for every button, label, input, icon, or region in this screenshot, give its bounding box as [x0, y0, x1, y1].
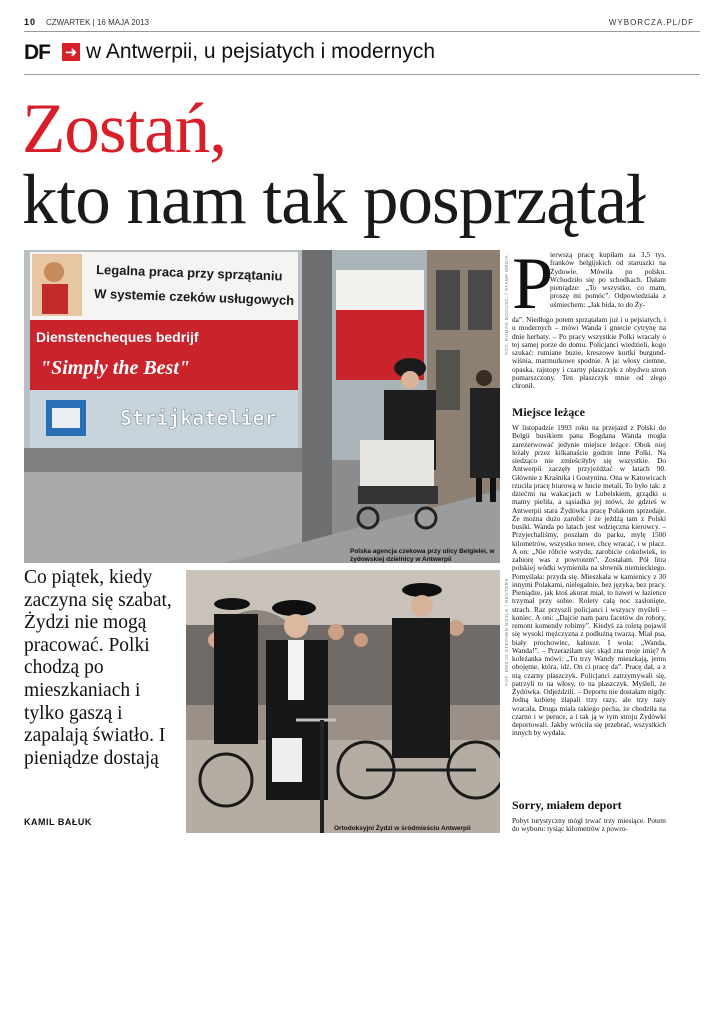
- headline-line-1: Zostań,: [22, 90, 226, 168]
- sign-text-1: Legalna praca przy sprzątaniu: [95, 262, 283, 284]
- drop-cap: P: [512, 243, 554, 325]
- byline: KAMIL BAŁUK: [24, 817, 92, 827]
- photo-credit-1: FOT. ROMAN BOGUSZ. / STAMP MEDIA: [504, 255, 509, 355]
- photo-storefront: [24, 250, 500, 563]
- section-rule: [24, 74, 700, 75]
- article-paragraph-1-top: ierwszą pracę kupiłam za 3,5 tys. franków belgijskich od staruszki na Żydowie. Mówiła po polsku. Wchodziło się po schodkach. Dałam pieniądze: „To wszystko, co mam, proszę mi pomóc”. Odpowiedziała z uśmiechem: „Jak bida, to do Ży-: [550, 250, 666, 309]
- sign-text-3: Dienstencheques bedrijf: [36, 329, 199, 345]
- section-title: w Antwerpii, u pejsiatych i modernych: [86, 40, 435, 63]
- dateline: CZWARTEK | 16 MAJA 2013: [46, 18, 150, 27]
- site-url[interactable]: WYBORCZA.PL/DF: [608, 18, 694, 27]
- subheading-1: Miejsce leżące: [512, 405, 585, 419]
- photo-credit-2: FOT. EMILIO STEPHEN BOYLE / REUTERS: [504, 578, 509, 686]
- sign-text-5: Strijkatelier: [120, 406, 277, 430]
- subheading-2: Sorry, miałem deport: [512, 798, 622, 812]
- page-number: 10: [24, 17, 37, 27]
- top-rule: [24, 31, 700, 32]
- headline-line-2: kto nam tak posprzątał: [22, 161, 645, 239]
- article-paragraph-3: Pobyt turystyczny mógł trwać trzy miesiące. Potem do wyboru: tysiąc kilometrów z powro-: [512, 816, 666, 834]
- sign-text-4: "Simply the Best": [40, 357, 190, 379]
- sign-text-2: W systemie czeków usługowych: [93, 286, 295, 308]
- article-paragraph-1: da”. Niedługo potem sprzątałam już i u pejsiatych, i u modernych – mówi Wanda i gniecie cytrynę na dnie herbaty. – Po pracy wszystkie Polki wracały o tej samej porze do domu. Policjanci wiedzieli, kogo szukać: rumiane buzie, kreszowe kurtki burgund-wiśnia, marmurkowe spodnie. A ja: włosy ciemne, opaska, rajstopy i czarny płaszczyk z obydwu stron pomarszczony. Ten płaszczyk mnie od złego chronił.: [512, 315, 666, 390]
- photo-cyclists: [186, 570, 500, 833]
- photo-caption-1: Polska agencja czekowa przy ulicy Belgielei, w żydowskiej dzielnicy w Antwerpii: [350, 548, 495, 563]
- df-logo: DF: [24, 41, 50, 64]
- df-arrow-icon: ➜: [62, 43, 80, 61]
- article-paragraph-2: W listopadzie 1993 roku na przejazd z Polski do Belgii busikiem pana Bogdana Wanda mogła zarezerwować jedynie miejsce leżące. Obok niej leżały przez kilkanaście godzin inne Polki. Na siedząco nie zmieściłyby się wszystkie. Do Antwerpii zaczęły przyjeżdżać w latach 90. Głównie z Kraśnika i Gostynina. Ona w Katowicach rzuciła pracę biurową w hucie metali. To było tak: z dziećmi na wakacjach w Lubelskiem, grządki u mamy pieliła, a sąsiadka jej mówi, że gdzieś w Antwerpii stara Żydówka pracę Polakom sprzedaje. Że można dużo zarobić i że jeżdżą tam z Polski busiki. Wanda po latach jest wdzięczna kierowcy. – Przyjechaliśmy, poszłam do parku, mylę 1500 kilometrów, wszystko nowe, chcę wracać, i w płacz. A on: „Nie róbcie wstydu, zarobicie cokolwiek, to zabiorę was z powrotem”. Zostałam. Pół litra polskiej wódki wymieniła na słownik niemieckiego. Pomyślała: przyda się. Mieszkała w kamienicy z 30 innymi Polakami, nielegalnie, bez języka, bez pracy. Pieniądze, jak ktoś akurat miał, to nawet w łazience trzymał przy sobie. Rolety całą noc zasłonięte, strach. Raz przyszli policjanci i wszyscy myśleli – koniec. A oni: „Dajcie nam paru facetów do roboty, remont komendy robimy”. Kiedyś za roletą pojawił się wysoki mężczyzna z podłużną twarzą. Miał psa, biały prochowiec, kalosze. I woła: „Wanda, Wanda!”. – Przeraziłam się: skąd zna moje imię? A koleżanka mówi: „Tu trzy Wandy mieszkają, jemu obojętne, która, idź. On ci pracę da”. Pracę dał, a z nią czarny płaszczyk. Policjanci zatrzymywali się, patrzyli to na włosy, to na płaszczyk. Myśleli, że Żydówka. Odjeździli. – Deportu nie dostałam nigdy. Jedną kobietę złapali trzy razy, ale trzy razy wracała. Druga miała takiego pecha, że chodziła na czarno i w peruce, a i tak ją w tym stroju Żydówki deportowali. Jakby wróciła się przebrać, wszystkich innych by wydała.: [512, 423, 666, 738]
- photo-caption-2: Ortodoksyjni Żydzi w śródmieściu Antwerpii: [334, 825, 471, 832]
- pull-quote: Co piątek, kiedy zaczyna się szabat, Żydzi nie mogą pracować. Polki chodzą po mieszkaniach i tylko gaszą i zapalają światło. I pieniądze dostają: [24, 567, 172, 769]
